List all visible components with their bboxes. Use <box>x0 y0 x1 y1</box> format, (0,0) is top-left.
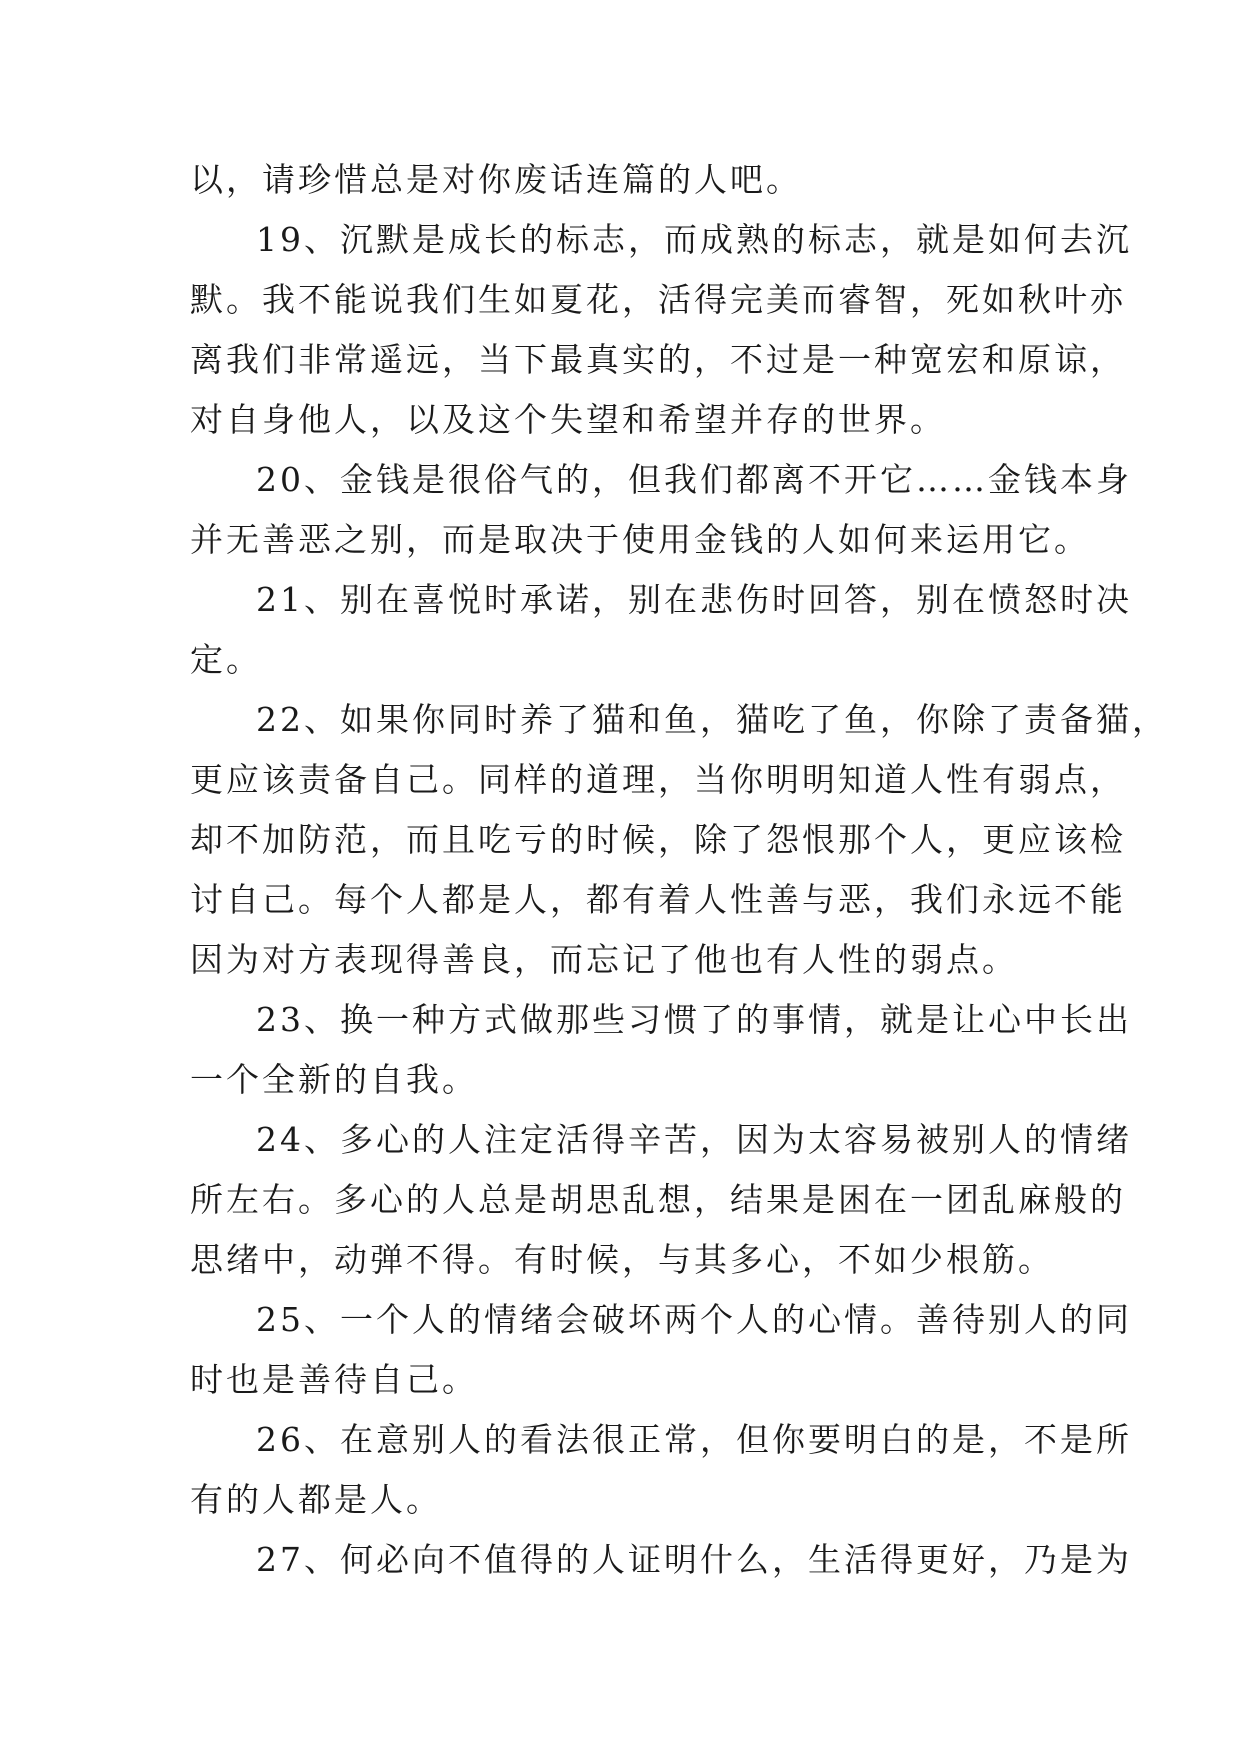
text-line: 19、沉默是成长的标志，而成熟的标志，就是如何去沉 <box>256 220 1132 259</box>
text-line: 25、一个人的情绪会破坏两个人的心情。善待别人的同 <box>256 1300 1132 1339</box>
text-line: 时也是善待自己。 <box>190 1360 478 1399</box>
text-line: 21、别在喜悦时承诺，别在悲伤时回答，别在愤怒时决 <box>256 580 1132 619</box>
text-line: 定。 <box>190 640 262 679</box>
text-line: 26、在意别人的看法很正常，但你要明白的是，不是所 <box>256 1420 1132 1459</box>
text-line: 23、换一种方式做那些习惯了的事情，就是让心中长出 <box>256 1000 1132 1039</box>
text-line: 以，请珍惜总是对你废话连篇的人吧。 <box>190 160 802 199</box>
text-line: 思绪中，动弹不得。有时候，与其多心，不如少根筋。 <box>190 1240 1054 1279</box>
document-body <box>190 150 1168 1590</box>
text-line: 对自身他人，以及这个失望和希望并存的世界。 <box>190 400 946 439</box>
text-line: 20、金钱是很俗气的，但我们都离不开它……金钱本身 <box>256 460 1132 499</box>
text-line: 默。我不能说我们生如夏花，活得完美而睿智，死如秋叶亦 <box>190 280 1126 319</box>
text-line: 却不加防范，而且吃亏的时候，除了怨恨那个人，更应该检 <box>190 820 1126 859</box>
text-line: 所左右。多心的人总是胡思乱想，结果是困在一团乱麻般的 <box>190 1180 1126 1219</box>
text-line: 27、何必向不值得的人证明什么，生活得更好，乃是为 <box>256 1540 1132 1579</box>
text-line: 离我们非常遥远，当下最真实的，不过是一种宽宏和原谅， <box>190 340 1126 379</box>
text-line: 有的人都是人。 <box>190 1480 442 1519</box>
text-line: 一个全新的自我。 <box>190 1060 478 1099</box>
text-line: 因为对方表现得善良，而忘记了他也有人性的弱点。 <box>190 940 1018 979</box>
text-line: 并无善恶之别，而是取决于使用金钱的人如何来运用它。 <box>190 520 1090 559</box>
text-line: 22、如果你同时养了猫和鱼，猫吃了鱼，你除了责备猫， <box>256 700 1168 739</box>
text-line: 讨自己。每个人都是人，都有着人性善与恶，我们永远不能 <box>190 880 1126 919</box>
text-line: 更应该责备自己。同样的道理，当你明明知道人性有弱点， <box>190 760 1126 799</box>
text-line: 24、多心的人注定活得辛苦，因为太容易被别人的情绪 <box>256 1120 1132 1159</box>
